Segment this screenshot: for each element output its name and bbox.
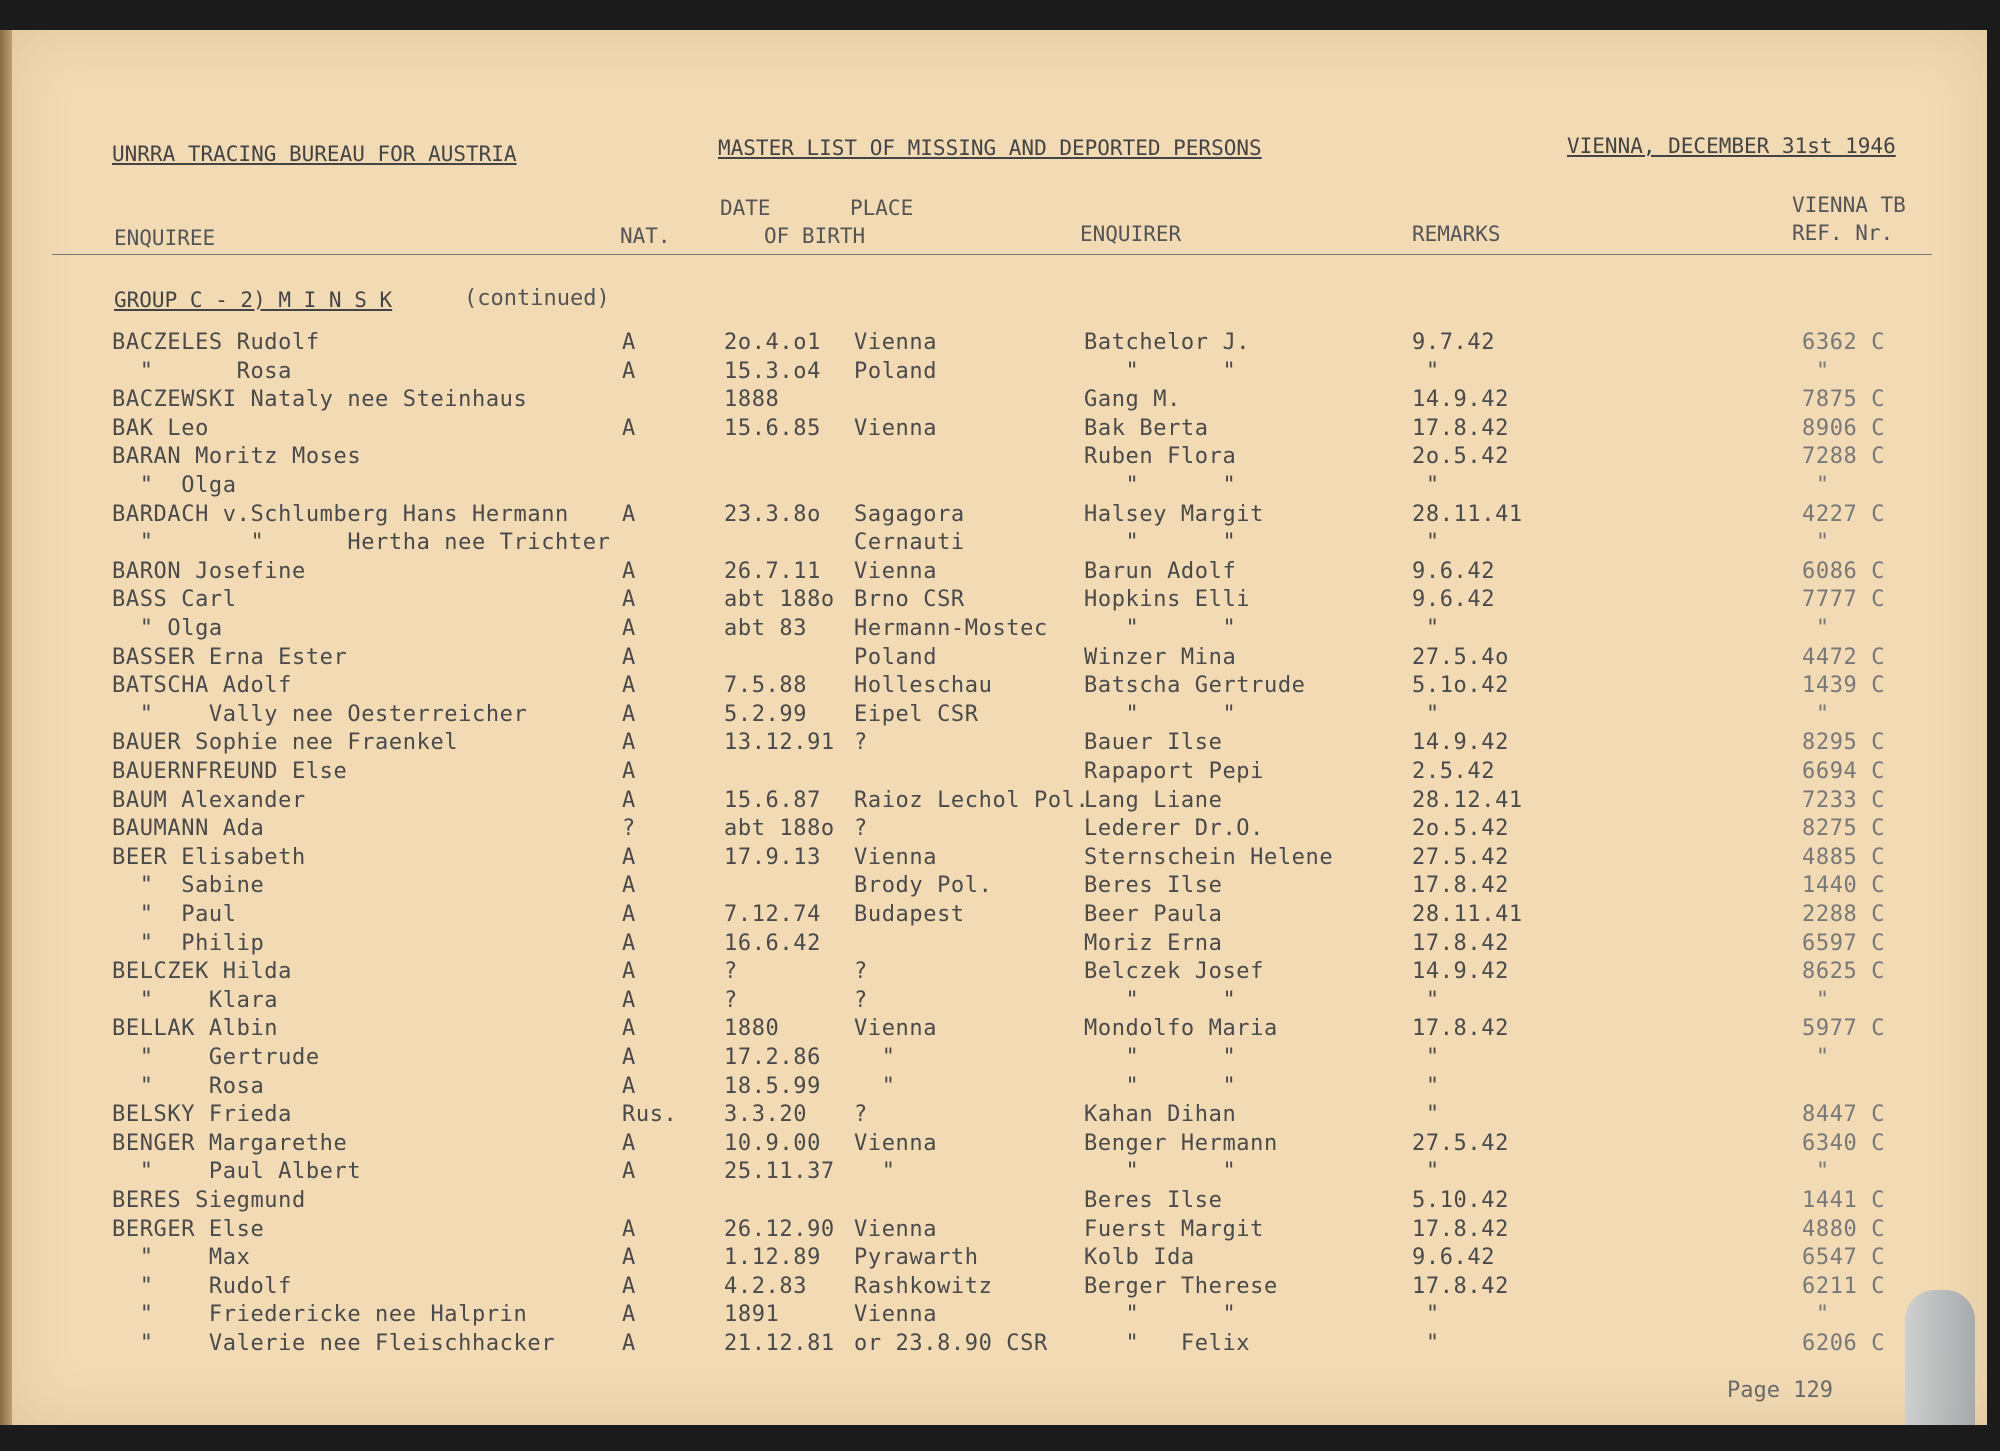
cell-nat: A bbox=[622, 1216, 636, 1242]
cell-ref: 4227 C bbox=[1802, 501, 1886, 527]
cell-place: Holleschau bbox=[854, 673, 993, 699]
cell-ref: " bbox=[1802, 358, 1830, 384]
cell-date: abt 188o bbox=[724, 587, 835, 613]
cell-enquiree: " Olga bbox=[112, 616, 223, 641]
cell-enquiree: BASSER Erna Ester bbox=[112, 644, 348, 670]
cell-enquirer: " " bbox=[1084, 1302, 1237, 1328]
cell-remarks: 17.8.42 bbox=[1412, 873, 1509, 899]
header-date: VIENNA, DECEMBER 31st 1946 bbox=[1567, 134, 1896, 158]
cell-remarks: 5.10.42 bbox=[1412, 1188, 1509, 1213]
cell-nat: A bbox=[622, 959, 636, 985]
cell-nat: A bbox=[622, 616, 636, 641]
cell-remarks: 14.9.42 bbox=[1412, 387, 1509, 413]
table-row bbox=[12, 330, 1987, 358]
cell-nat: A bbox=[622, 730, 636, 756]
table-row bbox=[12, 616, 1987, 644]
cell-nat: A bbox=[622, 787, 636, 813]
cell-place: " bbox=[854, 1045, 896, 1070]
cell-place: Raioz Lechol Pol. bbox=[854, 787, 1090, 813]
cell-ref: 6694 C bbox=[1802, 759, 1886, 784]
cell-place: Brno CSR bbox=[854, 587, 965, 613]
cell-enquirer: " " bbox=[1084, 1073, 1237, 1099]
document-page bbox=[12, 30, 1987, 1425]
cell-ref: 4885 C bbox=[1802, 844, 1886, 870]
cell-nat: A bbox=[622, 1302, 636, 1328]
cell-enquirer: Beer Paula bbox=[1084, 902, 1223, 927]
cell-ref: " bbox=[1802, 530, 1830, 556]
cell-ref: " bbox=[1802, 473, 1830, 498]
cell-nat: A bbox=[622, 1331, 636, 1356]
cell-ref: 8295 C bbox=[1802, 730, 1886, 756]
cell-date: 23.3.8o bbox=[724, 501, 821, 527]
table-row bbox=[12, 1188, 1987, 1216]
cell-enquiree: " Rosa bbox=[112, 358, 292, 384]
cell-enquirer: " Felix bbox=[1084, 1331, 1251, 1356]
cell-nat: A bbox=[622, 987, 636, 1013]
cell-enquirer: Moriz Erna bbox=[1084, 930, 1223, 956]
cell-ref: " bbox=[1802, 1159, 1830, 1185]
cell-enquirer: Ruben Flora bbox=[1084, 444, 1237, 470]
cell-remarks: " bbox=[1412, 530, 1440, 556]
cell-enquiree: BAUM Alexander bbox=[112, 787, 306, 813]
cell-enquirer: Hopkins Elli bbox=[1084, 587, 1251, 613]
cell-remarks: " bbox=[1412, 1331, 1440, 1356]
cell-enquirer: " " bbox=[1084, 1045, 1237, 1070]
table-row bbox=[12, 645, 1987, 673]
cell-date: 4.2.83 bbox=[724, 1273, 808, 1299]
cell-ref: 6211 C bbox=[1802, 1273, 1886, 1299]
cell-nat: A bbox=[622, 415, 636, 441]
cell-place: Hermann-Mostec bbox=[854, 616, 1048, 641]
cell-enquirer: " " bbox=[1084, 1159, 1237, 1185]
cell-date: 26.7.11 bbox=[724, 558, 821, 584]
cell-place: " bbox=[854, 1159, 896, 1185]
cell-enquirer: " " bbox=[1084, 473, 1237, 498]
cell-remarks: 17.8.42 bbox=[1412, 415, 1509, 441]
table-row bbox=[12, 530, 1987, 558]
cell-ref: 7777 C bbox=[1802, 587, 1886, 613]
cell-nat: A bbox=[622, 759, 636, 784]
cell-remarks: 28.11.41 bbox=[1412, 501, 1523, 527]
cell-enquirer: Kolb Ida bbox=[1084, 1245, 1195, 1271]
cell-ref: " bbox=[1802, 987, 1830, 1013]
cell-nat: A bbox=[622, 1245, 636, 1271]
table-row bbox=[12, 673, 1987, 701]
cell-enquiree: BELSKY Frieda bbox=[112, 1102, 292, 1128]
cell-enquiree: " Max bbox=[112, 1245, 251, 1271]
cell-remarks: " bbox=[1412, 616, 1440, 641]
cell-enquirer: " " bbox=[1084, 701, 1237, 727]
cell-nat: A bbox=[622, 558, 636, 584]
cell-place: Vienna bbox=[854, 1016, 938, 1042]
cell-enquiree: " " Hertha nee Trichter bbox=[112, 530, 611, 556]
cell-date: 26.12.90 bbox=[724, 1216, 835, 1242]
table-row bbox=[12, 1245, 1987, 1273]
cell-remarks: " bbox=[1412, 701, 1440, 727]
cell-enquiree: " Valerie nee Fleischhacker bbox=[112, 1331, 556, 1356]
cell-ref: 1440 C bbox=[1802, 873, 1886, 899]
col-date: DATE bbox=[720, 196, 771, 220]
cell-enquiree: " Vally nee Oesterreicher bbox=[112, 701, 528, 727]
cell-date: 17.2.86 bbox=[724, 1045, 821, 1070]
col-remarks: REMARKS bbox=[1412, 222, 1501, 246]
cell-date: 16.6.42 bbox=[724, 930, 821, 956]
cell-enquirer: Rapaport Pepi bbox=[1084, 759, 1264, 784]
cell-enquirer: Berger Therese bbox=[1084, 1273, 1278, 1299]
cell-remarks: 28.12.41 bbox=[1412, 787, 1523, 813]
cell-enquirer: Mondolfo Maria bbox=[1084, 1016, 1278, 1042]
cell-remarks: " bbox=[1412, 358, 1440, 384]
cell-nat: A bbox=[622, 930, 636, 956]
cell-nat: A bbox=[622, 673, 636, 699]
table-row bbox=[12, 416, 1987, 444]
cell-enquiree: " Olga bbox=[112, 473, 237, 498]
cell-remarks: 9.6.42 bbox=[1412, 1245, 1496, 1271]
cell-place: Pyrawarth bbox=[854, 1245, 979, 1271]
cell-date: 3.3.20 bbox=[724, 1102, 808, 1128]
cell-enquirer: Bauer Ilse bbox=[1084, 730, 1223, 756]
cell-enquirer: " " bbox=[1084, 987, 1237, 1013]
cell-enquiree: " Rudolf bbox=[112, 1273, 292, 1299]
cell-enquiree: BERGER Else bbox=[112, 1216, 265, 1242]
cell-enquirer: Lederer Dr.O. bbox=[1084, 816, 1264, 842]
cell-nat: A bbox=[622, 873, 636, 899]
table-row bbox=[12, 559, 1987, 587]
table-row bbox=[12, 845, 1987, 873]
table-row bbox=[12, 902, 1987, 930]
cell-ref: " bbox=[1802, 1045, 1830, 1070]
cell-ref: 6597 C bbox=[1802, 930, 1886, 956]
cell-enquiree: " Klara bbox=[112, 987, 279, 1013]
table-row bbox=[12, 816, 1987, 844]
header-bureau: UNRRA TRACING BUREAU FOR AUSTRIA bbox=[112, 142, 517, 166]
table-row bbox=[12, 1045, 1987, 1073]
cell-place: or 23.8.90 CSR bbox=[854, 1331, 1048, 1356]
cell-date: abt 83 bbox=[724, 616, 808, 641]
cell-ref: 7875 C bbox=[1802, 387, 1886, 413]
cell-remarks: " bbox=[1412, 1302, 1440, 1328]
cell-remarks: 2.5.42 bbox=[1412, 759, 1496, 784]
cell-enquirer: Beres Ilse bbox=[1084, 873, 1223, 899]
cell-place: " bbox=[854, 1073, 896, 1099]
cell-enquiree: BASS Carl bbox=[112, 587, 237, 613]
col-nat: NAT. bbox=[620, 224, 671, 248]
cell-ref: 8275 C bbox=[1802, 816, 1886, 842]
cell-ref: 4472 C bbox=[1802, 644, 1886, 670]
cell-date: 5.2.99 bbox=[724, 701, 808, 727]
col-enquiree: ENQUIREE bbox=[114, 226, 216, 250]
table-row bbox=[12, 759, 1987, 787]
cell-ref: " bbox=[1802, 616, 1830, 641]
cell-remarks: 17.8.42 bbox=[1412, 1016, 1509, 1042]
cell-date: 7.12.74 bbox=[724, 902, 821, 927]
cell-enquiree: BARAN Moritz Moses bbox=[112, 444, 362, 470]
table-row bbox=[12, 473, 1987, 501]
cell-place: ? bbox=[854, 730, 868, 756]
cell-enquiree: " Friedericke nee Halprin bbox=[112, 1302, 528, 1328]
cell-place: Vienna bbox=[854, 330, 938, 355]
cell-remarks: 17.8.42 bbox=[1412, 1273, 1509, 1299]
cell-remarks: 17.8.42 bbox=[1412, 1216, 1509, 1242]
cell-nat: A bbox=[622, 844, 636, 870]
cell-place: Vienna bbox=[854, 1302, 938, 1328]
cell-date: 1888 bbox=[724, 387, 780, 413]
cell-ref: " bbox=[1802, 1302, 1830, 1328]
cell-nat: A bbox=[622, 1130, 636, 1156]
cell-enquirer: " " bbox=[1084, 616, 1237, 641]
col-of-birth: OF BIRTH bbox=[764, 224, 866, 248]
cell-date: 15.6.85 bbox=[724, 415, 821, 441]
cell-place: Vienna bbox=[854, 1216, 938, 1242]
cell-ref: 6086 C bbox=[1802, 558, 1886, 584]
cell-nat: A bbox=[622, 1073, 636, 1099]
cell-remarks: " bbox=[1412, 1073, 1440, 1099]
cell-ref: 8625 C bbox=[1802, 959, 1886, 985]
cell-date: 18.5.99 bbox=[724, 1073, 821, 1099]
cell-enquirer: Kahan Dihan bbox=[1084, 1102, 1237, 1128]
cell-date: 1880 bbox=[724, 1016, 780, 1042]
cell-nat: A bbox=[622, 1159, 636, 1185]
cell-nat: A bbox=[622, 1016, 636, 1042]
table-row bbox=[12, 587, 1987, 615]
cell-place: Eipel CSR bbox=[854, 701, 979, 727]
group-label: GROUP C - 2) M I N S K bbox=[114, 288, 393, 312]
cell-place: Vienna bbox=[854, 415, 938, 441]
cell-ref: 7288 C bbox=[1802, 444, 1886, 470]
cell-place: Budapest bbox=[854, 902, 965, 927]
cell-enquiree: BAUMANN Ada bbox=[112, 816, 265, 842]
cell-date: 13.12.91 bbox=[724, 730, 835, 756]
table-row bbox=[12, 931, 1987, 959]
cell-date: ? bbox=[724, 959, 738, 985]
table-row bbox=[12, 444, 1987, 472]
cell-enquiree: " Gertrude bbox=[112, 1045, 320, 1070]
cell-nat: A bbox=[622, 587, 636, 613]
cell-enquirer: Belczek Josef bbox=[1084, 959, 1264, 985]
table-row bbox=[12, 730, 1987, 758]
cell-enquirer: Sternschein Helene bbox=[1084, 844, 1334, 870]
cell-place: Cernauti bbox=[854, 530, 965, 556]
cell-remarks: 14.9.42 bbox=[1412, 730, 1509, 756]
cell-nat: A bbox=[622, 902, 636, 927]
cell-nat: A bbox=[622, 701, 636, 727]
cell-remarks: " bbox=[1412, 987, 1440, 1013]
cell-date: 10.9.00 bbox=[724, 1130, 821, 1156]
header-rule bbox=[52, 254, 1932, 255]
cell-enquiree: BERES Siegmund bbox=[112, 1188, 306, 1213]
cell-ref: 2288 C bbox=[1802, 902, 1886, 927]
cell-enquirer: Fuerst Margit bbox=[1084, 1216, 1264, 1242]
table-row bbox=[12, 873, 1987, 901]
table-row bbox=[12, 1159, 1987, 1187]
cell-date: 21.12.81 bbox=[724, 1331, 835, 1356]
cell-nat: Rus. bbox=[622, 1102, 678, 1128]
cell-ref: 6340 C bbox=[1802, 1130, 1886, 1156]
cell-remarks: 28.11.41 bbox=[1412, 902, 1523, 927]
cell-date: 2o.4.o1 bbox=[724, 330, 821, 355]
cell-remarks: 2o.5.42 bbox=[1412, 816, 1509, 842]
table-row bbox=[12, 1131, 1987, 1159]
col-ref-line1: VIENNA TB bbox=[1792, 193, 1906, 217]
cell-remarks: 27.5.42 bbox=[1412, 844, 1509, 870]
cell-remarks: " bbox=[1412, 473, 1440, 498]
cell-ref: 1439 C bbox=[1802, 673, 1886, 699]
cell-nat: A bbox=[622, 1273, 636, 1299]
col-enquirer: ENQUIRER bbox=[1080, 222, 1182, 246]
cell-enquirer: Lang Liane bbox=[1084, 787, 1223, 813]
cell-place: Brody Pol. bbox=[854, 873, 993, 899]
cell-date: 25.11.37 bbox=[724, 1159, 835, 1185]
cell-date: abt 188o bbox=[724, 816, 835, 842]
cell-enquirer: Halsey Margit bbox=[1084, 501, 1264, 527]
cell-enquiree: BAK Leo bbox=[112, 415, 209, 441]
cell-date: 15.3.o4 bbox=[724, 358, 821, 384]
cell-ref: 1441 C bbox=[1802, 1188, 1886, 1213]
paper-clip bbox=[1905, 1290, 1975, 1425]
cell-place: ? bbox=[854, 816, 868, 842]
cell-date: 17.9.13 bbox=[724, 844, 821, 870]
cell-enquiree: BARDACH v.Schlumberg Hans Hermann bbox=[112, 501, 569, 527]
cell-enquirer: " " bbox=[1084, 530, 1237, 556]
table-row bbox=[12, 702, 1987, 730]
cell-remarks: 2o.5.42 bbox=[1412, 444, 1509, 470]
cell-enquirer: Bak Berta bbox=[1084, 415, 1209, 441]
cell-place: ? bbox=[854, 987, 868, 1013]
table-row bbox=[12, 1274, 1987, 1302]
cell-date: 1.12.89 bbox=[724, 1245, 821, 1271]
cell-enquirer: Gang M. bbox=[1084, 387, 1181, 413]
cell-date: 7.5.88 bbox=[724, 673, 808, 699]
cell-ref: 8906 C bbox=[1802, 415, 1886, 441]
page-number: Page 129 bbox=[1727, 1378, 1833, 1403]
cell-enquiree: " Rosa bbox=[112, 1073, 265, 1099]
cell-enquirer: Barun Adolf bbox=[1084, 558, 1237, 584]
cell-enquiree: BELLAK Albin bbox=[112, 1016, 279, 1042]
cell-remarks: 14.9.42 bbox=[1412, 959, 1509, 985]
cell-enquiree: " Paul bbox=[112, 902, 237, 927]
cell-place: Vienna bbox=[854, 844, 938, 870]
cell-date: 1891 bbox=[724, 1302, 780, 1328]
cell-nat: A bbox=[622, 358, 636, 384]
cell-enquiree: " Philip bbox=[112, 930, 265, 956]
table-row bbox=[12, 1074, 1987, 1102]
cell-ref: 4880 C bbox=[1802, 1216, 1886, 1242]
table-row bbox=[12, 1331, 1987, 1359]
cell-remarks: 9.6.42 bbox=[1412, 558, 1496, 584]
table-row bbox=[12, 788, 1987, 816]
cell-enquirer: Beres Ilse bbox=[1084, 1188, 1223, 1213]
table-row bbox=[12, 359, 1987, 387]
cell-ref: 5977 C bbox=[1802, 1016, 1886, 1042]
cell-enquiree: BEER Elisabeth bbox=[112, 844, 306, 870]
cell-enquiree: BARON Josefine bbox=[112, 558, 306, 584]
header-title: MASTER LIST OF MISSING AND DEPORTED PERSONS bbox=[718, 136, 1262, 160]
cell-enquirer: Batchelor J. bbox=[1084, 330, 1251, 355]
table-row bbox=[12, 1016, 1987, 1044]
cell-enquiree: BENGER Margarethe bbox=[112, 1130, 348, 1156]
cell-ref: " bbox=[1802, 701, 1830, 727]
cell-enquirer: " " bbox=[1084, 358, 1237, 384]
cell-nat: ? bbox=[622, 816, 636, 842]
cell-remarks: 9.6.42 bbox=[1412, 587, 1496, 613]
cell-ref: 8447 C bbox=[1802, 1102, 1886, 1128]
cell-ref: 7233 C bbox=[1802, 787, 1886, 813]
cell-enquiree: " Paul Albert bbox=[112, 1159, 362, 1185]
cell-remarks: 5.1o.42 bbox=[1412, 673, 1509, 699]
cell-enquiree: BATSCHA Adolf bbox=[112, 673, 292, 699]
col-place: PLACE bbox=[850, 196, 914, 220]
cell-date: 15.6.87 bbox=[724, 787, 821, 813]
table-row bbox=[12, 1102, 1987, 1130]
cell-remarks: " bbox=[1412, 1159, 1440, 1185]
cell-place: Vienna bbox=[854, 558, 938, 584]
cell-place: Sagagora bbox=[854, 501, 965, 527]
cell-nat: A bbox=[622, 1045, 636, 1070]
col-ref-line2: REF. Nr. bbox=[1792, 221, 1894, 245]
cell-nat: A bbox=[622, 330, 636, 355]
table-row bbox=[12, 502, 1987, 530]
cell-remarks: 9.7.42 bbox=[1412, 330, 1496, 355]
cell-remarks: 27.5.4o bbox=[1412, 644, 1509, 670]
table-row bbox=[12, 1302, 1987, 1330]
cell-enquirer: Batscha Gertrude bbox=[1084, 673, 1306, 699]
cell-enquirer: Benger Hermann bbox=[1084, 1130, 1278, 1156]
cell-ref: 6362 C bbox=[1802, 330, 1886, 355]
table-row bbox=[12, 1217, 1987, 1245]
cell-enquiree: " Sabine bbox=[112, 873, 265, 899]
cell-nat: A bbox=[622, 501, 636, 527]
cell-date: ? bbox=[724, 987, 738, 1013]
cell-ref: 6547 C bbox=[1802, 1245, 1886, 1271]
cell-ref: 6206 C bbox=[1802, 1331, 1886, 1356]
cell-place: Poland bbox=[854, 644, 938, 670]
table-row bbox=[12, 959, 1987, 987]
cell-remarks: 17.8.42 bbox=[1412, 930, 1509, 956]
cell-enquiree: BELCZEK Hilda bbox=[112, 959, 292, 985]
cell-enquiree: BAUER Sophie nee Fraenkel bbox=[112, 730, 459, 756]
cell-enquirer: Winzer Mina bbox=[1084, 644, 1237, 670]
cell-place: Rashkowitz bbox=[854, 1273, 993, 1299]
cell-place: Vienna bbox=[854, 1130, 938, 1156]
cell-enquiree: BACZEWSKI Nataly nee Steinhaus bbox=[112, 387, 528, 413]
table-row bbox=[12, 988, 1987, 1016]
cell-place: ? bbox=[854, 1102, 868, 1128]
cell-place: Poland bbox=[854, 358, 938, 384]
cell-nat: A bbox=[622, 644, 636, 670]
cell-remarks: " bbox=[1412, 1102, 1440, 1128]
group-continued: (continued) bbox=[464, 286, 610, 311]
table-row bbox=[12, 387, 1987, 415]
cell-remarks: 27.5.42 bbox=[1412, 1130, 1509, 1156]
cell-remarks: " bbox=[1412, 1045, 1440, 1070]
cell-enquiree: BACZELES Rudolf bbox=[112, 330, 320, 355]
cell-enquiree: BAUERNFREUND Else bbox=[112, 759, 348, 784]
cell-place: ? bbox=[854, 959, 868, 985]
